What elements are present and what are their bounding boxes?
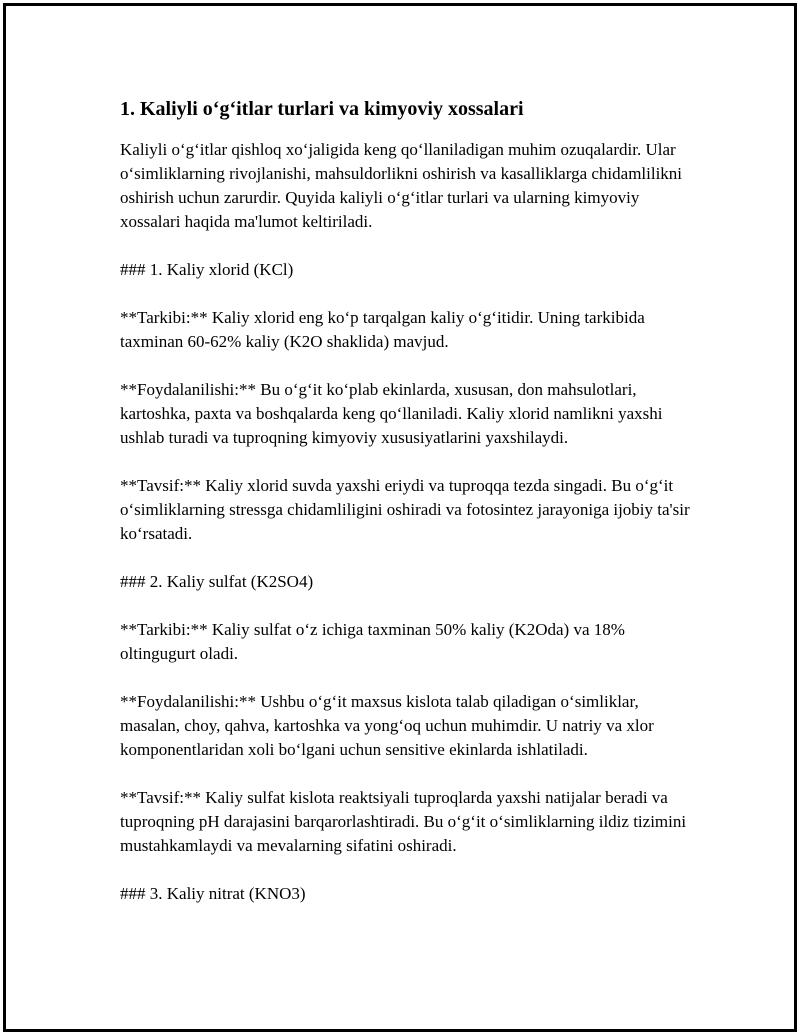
section-heading-kaliy-xlorid: ### 1. Kaliy xlorid (KCl) — [120, 260, 294, 279]
kcl-description-paragraph: **Tavsif:** Kaliy xlorid suvda yaxshi eriydi va tuproqqa tezda singadi. Bu o‘g‘it o‘simliklarning stressga chidamliligini oshiradi va fotosintez jarayoniga ijobiy ta'sir ko‘rsatadi. — [120, 476, 690, 543]
section-heading-kaliy-sulfat: ### 2. Kaliy sulfat (K2SO4) — [120, 572, 314, 591]
document-body — [120, 94, 700, 930]
k2so4-composition-paragraph: **Tarkibi:** Kaliy sulfat o‘z ichiga taxminan 50% kaliy (K2Oda) va 18% oltingugurt oladi. — [120, 620, 625, 663]
kcl-composition-paragraph: **Tarkibi:** Kaliy xlorid eng ko‘p tarqalgan kaliy o‘g‘itidir. Uning tarkibida taxminan 60-62% kaliy (K2O shaklida) mavjud. — [120, 308, 645, 351]
k2so4-usage-paragraph: **Foydalanilishi:** Ushbu o‘g‘it maxsus kislota talab qiladigan o‘simliklar, masalan, choy, qahva, kartoshka va yong‘oq uchun muhimdir. U natriy va xlor komponentlaridan xoli bo‘lgani uchun sensitive ekinlarda ishlatiladi. — [120, 692, 654, 759]
kcl-usage-paragraph: **Foydalanilishi:** Bu o‘g‘it ko‘plab ekinlarda, xususan, don mahsulotlari, kartoshka, paxta va boshqalarda keng qo‘llaniladi. Kaliy xlorid namlikni yaxshi ushlab turadi va tuproqning kimyoviy xususiyatlarini yaxshilaydi. — [120, 380, 663, 447]
section-heading-kaliy-nitrat: ### 3. Kaliy nitrat (KNO3) — [120, 884, 306, 903]
page-border — [3, 3, 797, 1032]
k2so4-description-paragraph: **Tavsif:** Kaliy sulfat kislota reaktsiyali tuproqlarda yaxshi natijalar beradi va tuproqning pH darajasini barqarorlashtiradi. Bu o‘g‘it o‘simliklarning ildiz tizimini mustahkamlaydi va mevalarning sifatini oshiradi. — [120, 788, 687, 855]
document-title: 1. Kaliyli o‘g‘itlar turlari va kimyoviy xossalari — [120, 98, 524, 120]
intro-paragraph: Kaliyli o‘g‘itlar qishloq xo‘jaligida keng qo‘llaniladigan muhim ozuqalardir. Ular o‘simliklarning rivojlanishi, mahsuldorlikni oshirish va kasalliklarga chidamlilikni oshirish uchun zarurdir. Quyida kaliyli o‘g‘itlar turlari va ularning kimyoviy xossalari haqida ma'lumot keltiriladi. — [120, 140, 683, 231]
